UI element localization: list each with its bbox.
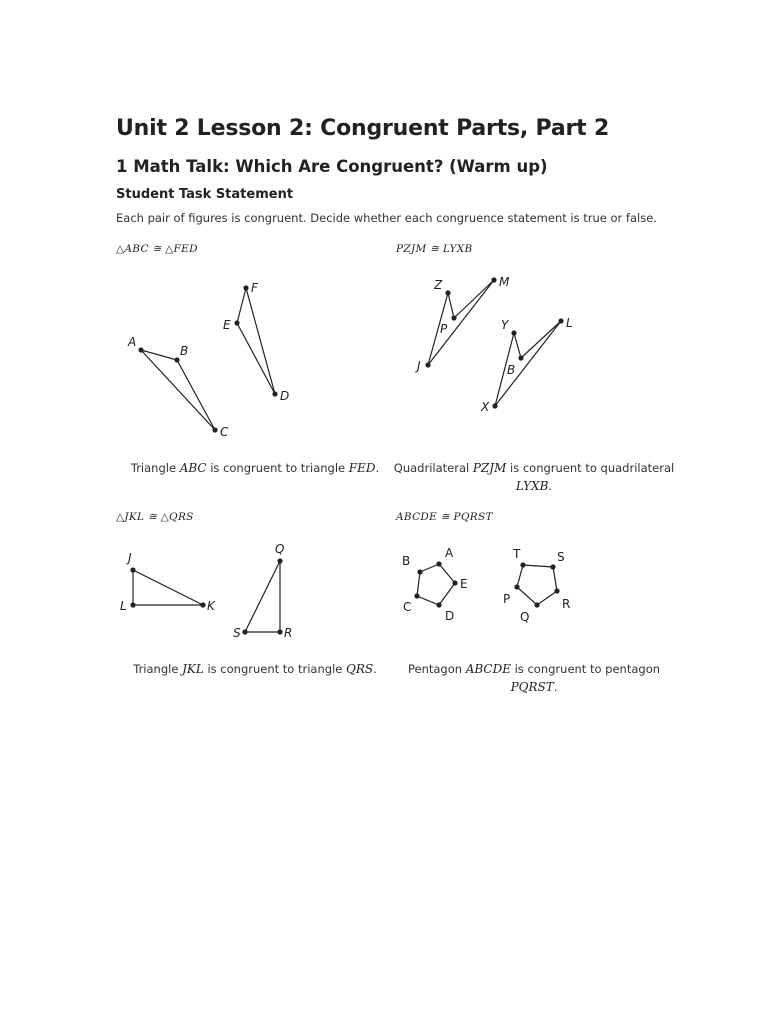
- vertex-a: [436, 561, 441, 566]
- label-k: K: [207, 599, 215, 613]
- vertex-p: [514, 584, 519, 589]
- label-q: Q: [275, 542, 285, 556]
- label-c: C: [403, 600, 412, 614]
- label-s: S: [233, 626, 241, 640]
- congruence-statement-3: △JKL ≅ △QRS: [116, 511, 194, 523]
- caption-3: Triangle JKL is congruent to triangle QRS.: [133, 662, 377, 676]
- label-q: Q: [520, 610, 530, 624]
- vertex-d: [436, 602, 441, 607]
- label-z: Z: [434, 278, 443, 292]
- vertex-e: [452, 580, 457, 585]
- label-e: E: [460, 577, 468, 591]
- label-t: T: [513, 547, 521, 561]
- section-label: Student Task Statement: [116, 187, 294, 202]
- label-d: D: [445, 609, 455, 623]
- label-j: J: [417, 359, 421, 373]
- label-p: P: [503, 592, 511, 606]
- label-r: R: [284, 626, 293, 640]
- label-j: J: [128, 551, 132, 565]
- page-title: Unit 2 Lesson 2: Congruent Parts, Part 2: [116, 116, 610, 141]
- label-d: D: [280, 389, 290, 403]
- vertex-r: [554, 588, 559, 593]
- caption-1: Triangle ABC is congruent to triangle FED.: [130, 461, 380, 475]
- congruence-statement-4: ABCDE ≅ PQRST: [396, 511, 493, 523]
- label-c: C: [220, 425, 229, 439]
- vertex-s: [550, 564, 555, 569]
- vertex-b: [417, 569, 422, 574]
- label-e: E: [223, 318, 231, 332]
- caption-2: Quadrilateral PZJM is congruent to quadrilateral LYXB.: [393, 461, 675, 493]
- vertex-c: [414, 593, 419, 598]
- congruence-statement-1: △ABC ≅ △FED: [116, 243, 198, 255]
- label-b: B: [507, 363, 516, 377]
- label-b: B: [402, 554, 411, 568]
- vertex-t: [520, 562, 525, 567]
- label-f: F: [251, 281, 258, 295]
- label-b: B: [180, 344, 189, 358]
- label-a: A: [445, 546, 454, 560]
- label-s: S: [557, 550, 565, 564]
- label-l: L: [120, 599, 127, 613]
- congruence-statement-2: PZJM ≅ LYXB: [396, 243, 473, 255]
- activity-title: 1 Math Talk: Which Are Congruent? (Warm up): [116, 157, 548, 176]
- label-r: R: [562, 597, 571, 611]
- caption-4: Pentagon ABCDE is congruent to pentagon PQRST.: [407, 662, 661, 694]
- label-x: X: [481, 400, 490, 414]
- label-l: L: [566, 316, 573, 330]
- label-m: M: [499, 275, 510, 289]
- label-y: Y: [501, 318, 509, 332]
- vertex-q: [534, 602, 539, 607]
- instructions-text: Each pair of figures is congruent. Decide whether each congruence statement is true or false.: [116, 211, 657, 225]
- pentagon-pqrst: [517, 565, 557, 605]
- label-p: P: [440, 322, 448, 336]
- label-a: A: [128, 335, 137, 349]
- pentagon-abcde: [417, 564, 455, 605]
